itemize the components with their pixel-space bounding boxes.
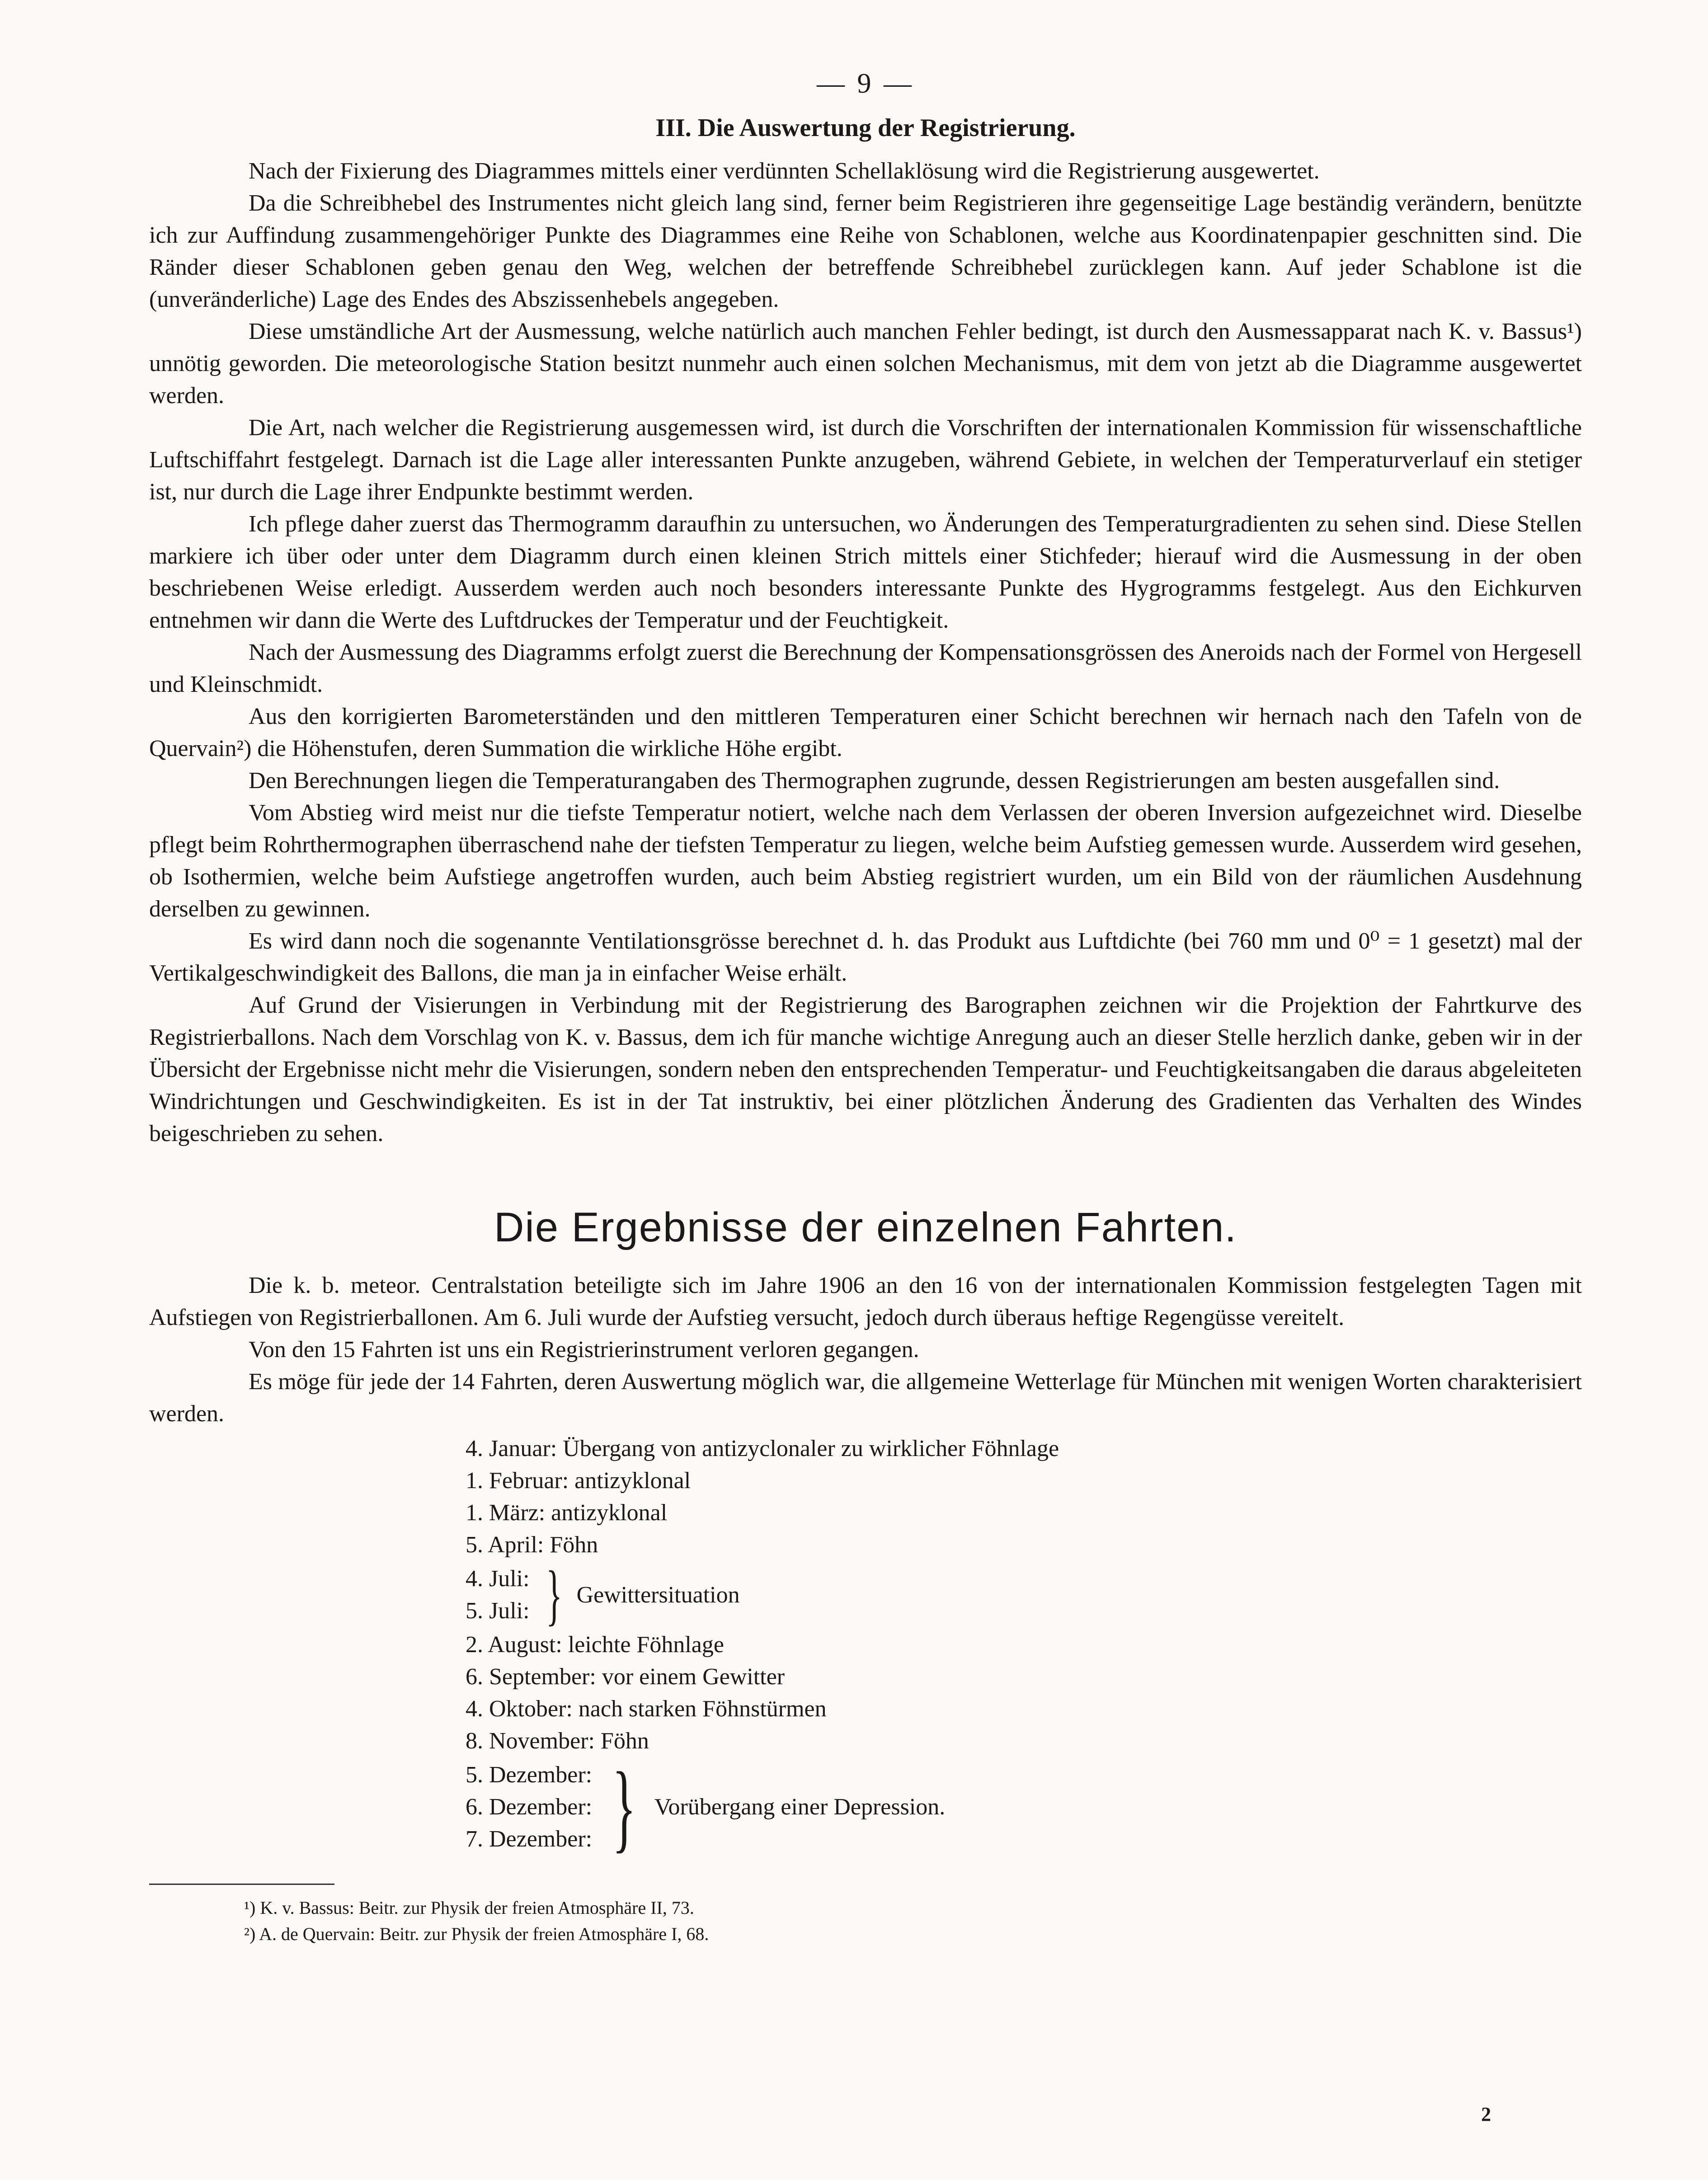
date-item: 5. April: Föhn <box>466 1532 598 1558</box>
date-item: 4. Juli: <box>466 1566 530 1592</box>
results-paragraph: Von den 15 Fahrten ist uns ein Registrierinstrument verloren gegangen. <box>249 1337 919 1362</box>
paragraph: Diese umständliche Art der Ausmessung, welche natürlich auch manchen Fehler bedingt, ist durch den Ausmessapparat nach K. v. Bassus¹) unnötig geworden. Die meteorologische Station besitzt nunmehr auch einen solchen Mechanismus, mit dem von jetzt ab die Diagramme ausgewertet werden. <box>149 319 1582 409</box>
date-item: 6. September: vor einem Gewitter <box>466 1664 785 1690</box>
date-item: 6. Dezember: <box>466 1794 593 1820</box>
date-item: 5. Dezember: <box>466 1762 593 1788</box>
results-paragraph: Die k. b. meteor. Centralstation beteiligte sich im Jahre 1906 an den 16 von der internationalen Kommission festgelegten Tagen mit Aufstiegen von Registrierballonen. Am 6. Juli wurde der Aufstieg versucht, jedoch durch überaus heftige Regengüsse vereitelt. <box>149 1273 1582 1330</box>
paragraph: Aus den korrigierten Barometerständen und den mittleren Temperaturen einer Schicht berechnen wir hernach nach den Tafeln von de Quervain²) die Höhenstufen, deren Summation die wirkliche Höhe ergibt. <box>149 704 1582 761</box>
section-heading: III. Die Auswertung der Registrierung. <box>655 114 1076 142</box>
brace-icon: } <box>612 1752 636 1862</box>
date-item: 1. Februar: antizyklonal <box>466 1468 691 1494</box>
date-item: 2. August: leichte Föhnlage <box>466 1632 724 1658</box>
footnote: ¹) K. v. Bassus: Beitr. zur Physik der freien Atmosphäre II, 73. <box>244 1898 694 1918</box>
paragraph: Ich pflege daher zuerst das Thermogramm daraufhin zu untersuchen, wo Änderungen des Temperaturgradienten zu sehen sind. Diese Stellen markiere ich über oder unter dem Diagramm durch einen kleinen Strich mittels einer Stichfeder; hierauf wird die Ausmessung in der oben beschriebenen Weise erledigt. Ausserdem werden auch noch besonders interessante Punkte des Hygrogramms festgelegt. Aus den Eichkurven entnehmen wir dann die Werte des Luftdruckes der Temperatur und der Feuchtigkeit. <box>149 511 1582 633</box>
paragraph: Vom Abstieg wird meist nur die tiefste Temperatur notiert, welche nach dem Verlassen der oberen Inversion aufgezeichnet wird. Dieselbe pflegt beim Rohrthermographen überraschend nahe der tiefsten Temperatur zu liegen, welche beim Aufstieg gemessen wurde. Ausserdem wird gesehen, ob Isothermien, welche beim Aufstiege angetroffen wurden, auch beim Abstieg registriert wurden, um ein Bild von der räumlichen Ausdehnung derselben zu gewinnen. <box>149 800 1582 922</box>
date-item: 4. Januar: Übergang von antizyclonaler zu wirklicher Föhnlage <box>466 1436 1059 1461</box>
paragraph: Nach der Ausmessung des Diagramms erfolgt zuerst die Berechnung der Kompensationsgrössen des Aneroids nach der Formel von Hergesell und Kleinschmidt. <box>149 639 1582 697</box>
group-label: Vorübergang einer Depression. <box>654 1794 946 1820</box>
paragraph: Nach der Fixierung des Diagrammes mittels einer verdünnten Schellaklösung wird die Registrierung ausgewertet. <box>249 158 1320 184</box>
paragraph: Den Berechnungen liegen die Temperaturangaben des Thermographen zugrunde, dessen Registrierungen am besten ausgefallen sind. <box>249 768 1500 794</box>
document-page <box>149 68 1582 1947</box>
date-list <box>466 1433 1582 1862</box>
paragraph: Es wird dann noch die sogenannte Ventilationsgrösse berechnet d. h. das Produkt aus Luftdichte (bei 760 mm und 0⁰ = 1 gesetzt) mal der Vertikalgeschwindigkeit des Ballons, die man ja in einfacher Weise erhält. <box>149 928 1582 986</box>
date-item: 7. Dezember: <box>466 1826 593 1852</box>
date-item: 1. März: antizyklonal <box>466 1500 668 1526</box>
date-item: 8. November: Föhn <box>466 1728 649 1754</box>
sheet-number: 2 <box>1481 2103 1491 2125</box>
date-item: 4. Oktober: nach starken Föhnstürmen <box>466 1696 827 1722</box>
paragraph: Die Art, nach welcher die Registrierung ausgemessen wird, ist durch die Vorschriften der internationalen Kommission für wissenschaftliche Luftschiffahrt festgelegt. Darnach ist die Lage aller interessanten Punkte anzugeben, während Gebiete, in welchen der Temperaturverlauf ein stetiger ist, nur durch die Lage ihrer Endpunkte bestimmt werden. <box>149 415 1582 505</box>
date-group-july <box>466 1557 1582 1632</box>
paragraph: Auf Grund der Visierungen in Verbindung mit der Registrierung des Barographen zeichnen wir die Projektion der Fahrtkurve des Registrierballons. Nach dem Vorschlag von K. v. Bassus, dem ich für manche wichtige Anregung auch an dieser Stelle herzlich danke, geben wir in der Übersicht der Ergebnisse nicht mehr die Visierungen, sondern neben den entsprechenden Temperatur- und Feuchtigkeitsangaben die daraus abgeleiteten Windrichtungen und Geschwindigkeiten. Es ist in der Tat instruktiv, bei einer plötzlichen Änderung des Gradienten das Verhalten des Windes beigeschrieben zu sehen. <box>149 992 1582 1146</box>
date-item: 5. Juli: <box>466 1598 530 1624</box>
group-label: Gewittersituation <box>576 1582 740 1608</box>
brace-icon: } <box>546 1557 562 1632</box>
results-heading: Die Ergebnisse der einzelnen Fahrten. <box>494 1204 1237 1250</box>
results-paragraph: Es möge für jede der 14 Fahrten, deren Auswertung möglich war, die allgemeine Wetterlage für München mit wenigen Worten charakterisiert werden. <box>149 1369 1582 1427</box>
page-number: — 9 — <box>817 68 914 99</box>
footnote-rule <box>149 1884 334 1885</box>
footnote: ²) A. de Quervain: Beitr. zur Physik der freien Atmosphäre I, 68. <box>244 1924 709 1944</box>
paragraph: Da die Schreibhebel des Instrumentes nicht gleich lang sind, ferner beim Registrieren ihre gegenseitige Lage beständig verändern, benützte ich zur Auffindung zusammengehöriger Punkte des Diagrammes eine Reihe von Schablonen, welche aus Koordinatenpapier geschnitten sind. Die Ränder dieser Schablonen geben genau den Weg, welchen der betreffende Schreibhebel zurücklegen kann. Auf jeder Schablone ist die (unveränderliche) Lage des Endes des Abszissenhebels angegeben. <box>149 190 1582 312</box>
date-group-december <box>466 1752 1582 1862</box>
